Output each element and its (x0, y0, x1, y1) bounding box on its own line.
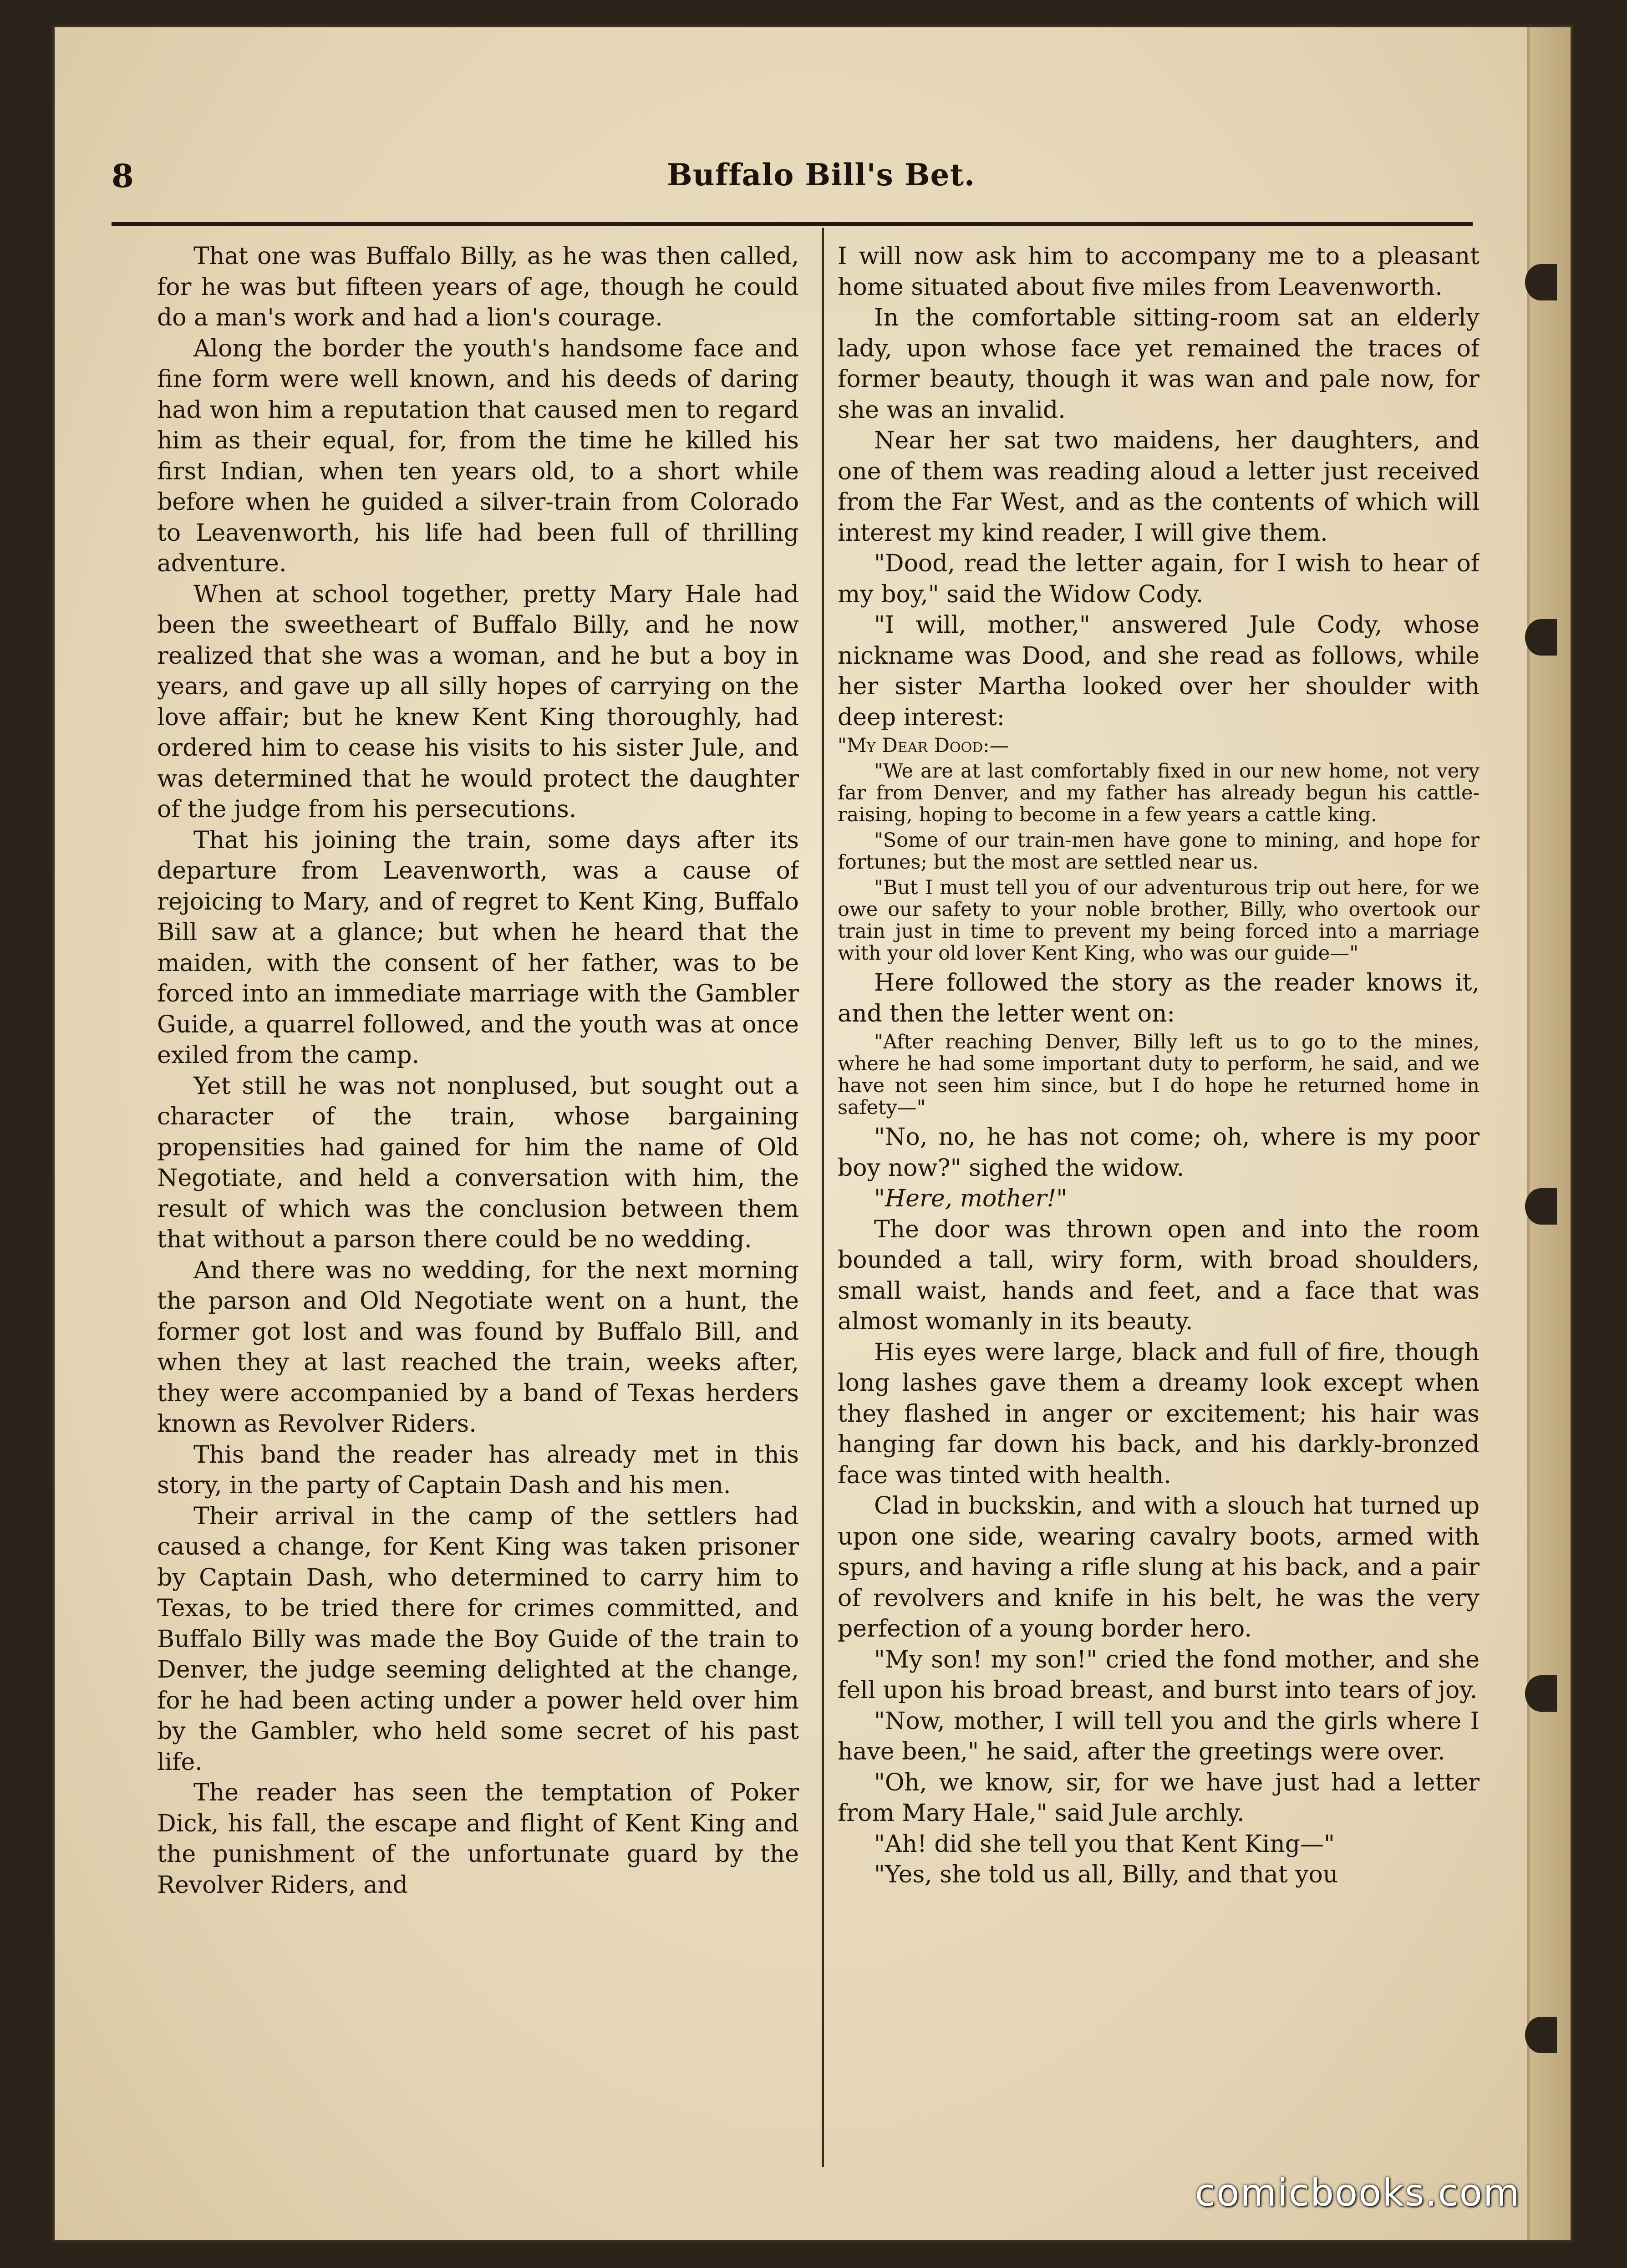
letter-text: "But I must tell you of our adventurous trip out here, for we owe our safety to your noble brother, Billy, who overtook our train just in time to prevent my being forced into a marriage with your old lover Kent King, who was our guide—" (838, 876, 1480, 965)
paragraph: The reader has seen the temptation of Poker Dick, his fall, the escape and flight of Kent King and the punishment of the unfortunate guard by the Revolver Riders, and (157, 1779, 799, 1899)
paragraph: And there was no wedding, for the next morning the parson and Old Negotiate went on a hunt, the former got lost and was found by Buffalo Bill, and when they at last reached the train, weeks after, they were accompanied by a band of Texas herders known as Revolver Riders. (157, 1256, 799, 1438)
paragraph: Here followed the story as the reader knows it, and then the letter went on: (838, 969, 1480, 1027)
paragraph: When at school together, pretty Mary Hale had been the sweetheart of Buffalo Billy, and he now realized that she was a woman, and he but a boy in years, and gave up all silly hopes of carrying on the love affair; but he knew Kent King thoroughly, had ordered him to cease his visits to his sister Jule, and was determined that he would protect the daughter of the judge from his persecutions. (157, 580, 799, 823)
running-title: Buffalo Bill's Bet. (667, 157, 975, 193)
binding-notch (1525, 1675, 1557, 1712)
paragraph: "Dood, read the letter again, for I wish to hear of my boy," said the Widow Cody. (838, 550, 1480, 608)
paragraph: The door was thrown open and into the room bounded a tall, wiry form, with broad shoulders, small waist, hands and feet, and a face that was almost womanly in its beauty. (838, 1215, 1480, 1335)
paragraph: "No, no, he has not come; oh, where is my poor boy now?" sighed the widow. (838, 1124, 1480, 1182)
binding-notch (1525, 619, 1557, 656)
paragraph: "Now, mother, I will tell you and the girls where I have been," he said, after the greetings were over. (838, 1707, 1480, 1765)
binding-edge (1527, 27, 1571, 2240)
letter-text: "After reaching Denver, Billy left us to go to the mines, where he had some important duty to perform, he said, and we have not seen him since, but I do hope he returned home in safety—" (838, 1031, 1480, 1119)
paragraph: I will now ask him to accompany me to a pleasant home situated about five miles from Leavenworth. (838, 243, 1480, 301)
paragraph: This band the reader has already met in this story, in the party of Captain Dash and his men. (157, 1441, 799, 1499)
header-rule (112, 222, 1473, 226)
letter-salutation: "My Dear Dood:— (838, 734, 1009, 757)
paragraph: "Ah! did she tell you that Kent King—" (874, 1830, 1335, 1858)
paragraph: Clad in buckskin, and with a slouch hat turned up upon one side, wearing cavalry boots, armed with spurs, and having a rifle slung at his back, and a pair of revolvers and knife in his belt, he was the very perfection of a young border hero. (838, 1492, 1480, 1643)
paragraph: "Yes, she told us all, Billy, and that you (874, 1861, 1338, 1888)
binding-notch (1525, 2017, 1557, 2053)
paragraph: His eyes were large, black and full of fire, though long lashes gave them a dreamy look except when they flashed in anger or excitement; his hair was hanging far down his back, and his darkly-bronzed face was tinted with health. (838, 1338, 1480, 1489)
binding-notch (1525, 264, 1557, 300)
paragraph: Their arrival in the camp of the settlers had caused a change, for Kent King was taken prisoner by Captain Dash, who determined to carry him to Texas, to be tried there for crimes committed, and Buffalo Billy was made the Boy Guide of the train to Denver, the judge seeming delighted at the change, for he had been acting under a power held over him by the Gambler, who held some secret of his past life. (157, 1502, 799, 1776)
paragraph: "My son! my son!" cried the fond mother, and she fell upon his broad breast, and burst into tears of joy. (838, 1646, 1480, 1704)
paragraph: That one was Buffalo Billy, as he was then called, for he was but fifteen years of age, though he could do a man's work and had a lion's courage. (157, 243, 799, 331)
column-divider (822, 228, 824, 2167)
paragraph: Yet still he was not nonplused, but sought out a character of the train, whose bargaining propensities had gained for him the name of Old Negotiate, and held a conversation with him, the result of which was the conclusion between them that without a parson there could be no wedding. (157, 1072, 799, 1253)
paragraph: That his joining the train, some days after its departure from Leavenworth, was a cause of rejoicing to Mary, and of regret to Kent King, Buffalo Bill saw at a glance; but when he heard that the maiden, with the consent of her father, was to be forced into an immediate marriage with the Gambler Guide, a quarrel followed, and the youth was at once exiled from the camp. (157, 826, 799, 1069)
letter-text: "Some of our train-men have gone to mining, and hope for fortunes; but the most are settled near us. (838, 829, 1480, 874)
binding-notch (1525, 1188, 1557, 1225)
paragraph: "Oh, we know, sir, for we have just had a letter from Mary Hale," said Jule archly. (838, 1769, 1480, 1827)
paragraph: In the comfortable sitting-room sat an elderly lady, upon whose face yet remained the traces of former beauty, though it was wan and pale now, for she was an invalid. (838, 304, 1480, 424)
paragraph: "I will, mother," answered Jule Cody, whose nickname was Dood, and she read as follows, while her sister Martha looked over her shoulder with deep interest: (838, 611, 1480, 731)
right-column (838, 241, 1480, 2167)
paragraph: Near her sat two maidens, her daughters, and one of them was reading aloud a letter just received from the Far West, and as the contents of which will interest my kind reader, I will give them. (838, 427, 1480, 547)
left-column (157, 241, 799, 2167)
watermark: comicbooks.com (1195, 2171, 1520, 2215)
running-header (112, 157, 1473, 212)
paragraph: "Here, mother!" (874, 1185, 1068, 1212)
letter-text: "We are at last comfortably fixed in our new home, not very far from Denver, and my father has already begun his cattle-raising, hoping to become in a few years a cattle king. (838, 760, 1480, 826)
page-number: 8 (112, 157, 134, 195)
paragraph: Along the border the youth's handsome face and fine form were well known, and his deeds of daring had won him a reputation that caused men to regard him as their equal, for, from the time he killed his first Indian, when ten years old, to a short while before when he guided a silver-train from Colorado to Leavenworth, his life had been full of thrilling adventure. (157, 335, 799, 577)
